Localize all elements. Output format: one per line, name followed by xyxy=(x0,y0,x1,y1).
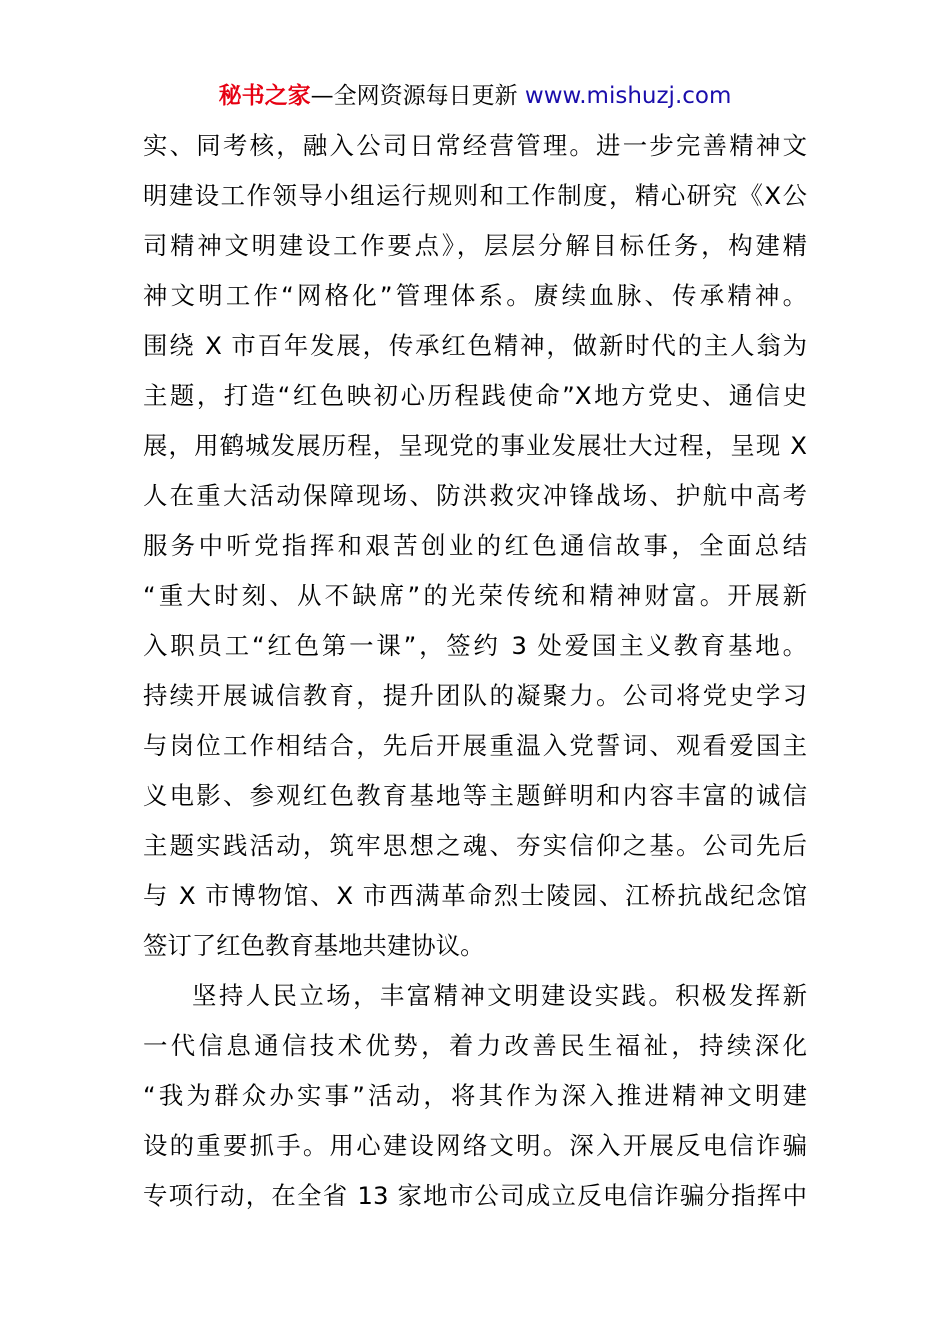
site-brand: 秘书之家 xyxy=(218,83,311,109)
text-line: 人在重大活动保障现场、防洪救灾冲锋战场、护航中高考 xyxy=(143,481,807,510)
text-line: 实、同考核，融入公司日常经营管理。进一步完善精神文 xyxy=(143,131,807,160)
text-line: 明建设工作领导小组运行规则和工作制度，精心研究《X公 xyxy=(143,181,807,210)
text-line: 围绕 X 市百年发展，传承红色精神，做新时代的主人翁为 xyxy=(143,331,807,360)
text-line: 义电影、参观红色教育基地等主题鲜明和内容丰富的诚信 xyxy=(143,781,807,810)
text-line: 入职员工“红色第一课”，签约 3 处爱国主义教育基地。 xyxy=(143,631,807,660)
text-line: 专项行动，在全省 13 家地市公司成立反电信诈骗分指挥中 xyxy=(143,1181,807,1210)
text-line: “重大时刻、从不缺席”的光荣传统和精神财富。开展新 xyxy=(143,581,807,610)
text-line: 展，用鹤城发展历程，呈现党的事业发展壮大过程，呈现 X xyxy=(143,431,807,460)
text-line: 签订了红色教育基地共建协议。 xyxy=(143,931,485,960)
text-line: 设的重要抓手。用心建设网络文明。深入开展反电信诈骗 xyxy=(143,1131,807,1160)
text-line: 神文明工作“网格化”管理体系。赓续血脉、传承精神。 xyxy=(143,281,807,310)
text-line: 与 X 市博物馆、X 市西满革命烈士陵园、江桥抗战纪念馆 xyxy=(143,881,807,910)
site-tagline: —全网资源每日更新 xyxy=(310,83,525,109)
site-header xyxy=(0,80,950,112)
text-line: 主题实践活动，筑牢思想之魂、夯实信仰之基。公司先后 xyxy=(143,831,807,860)
site-url-link[interactable]: www.mishuzj.com xyxy=(524,83,732,109)
document-body xyxy=(143,121,807,1221)
paragraph-first-line: 坚持人民立场，丰富精神文明建设实践。积极发挥新 xyxy=(192,981,807,1010)
text-line: 服务中听党指挥和艰苦创业的红色通信故事，全面总结 xyxy=(143,531,807,560)
text-line: 与岗位工作相结合，先后开展重温入党誓词、观看爱国主 xyxy=(143,731,807,760)
text-line: 持续开展诚信教育，提升团队的凝聚力。公司将党史学习 xyxy=(143,681,807,710)
text-line: 主题，打造“红色映初心历程践使命”X地方党史、通信史 xyxy=(143,381,807,410)
text-line: 司精神文明建设工作要点》，层层分解目标任务，构建精 xyxy=(143,231,807,260)
text-line: 一代信息通信技术优势，着力改善民生福祉，持续深化 xyxy=(143,1031,807,1060)
text-line: “我为群众办实事”活动，将其作为深入推进精神文明建 xyxy=(143,1081,807,1110)
